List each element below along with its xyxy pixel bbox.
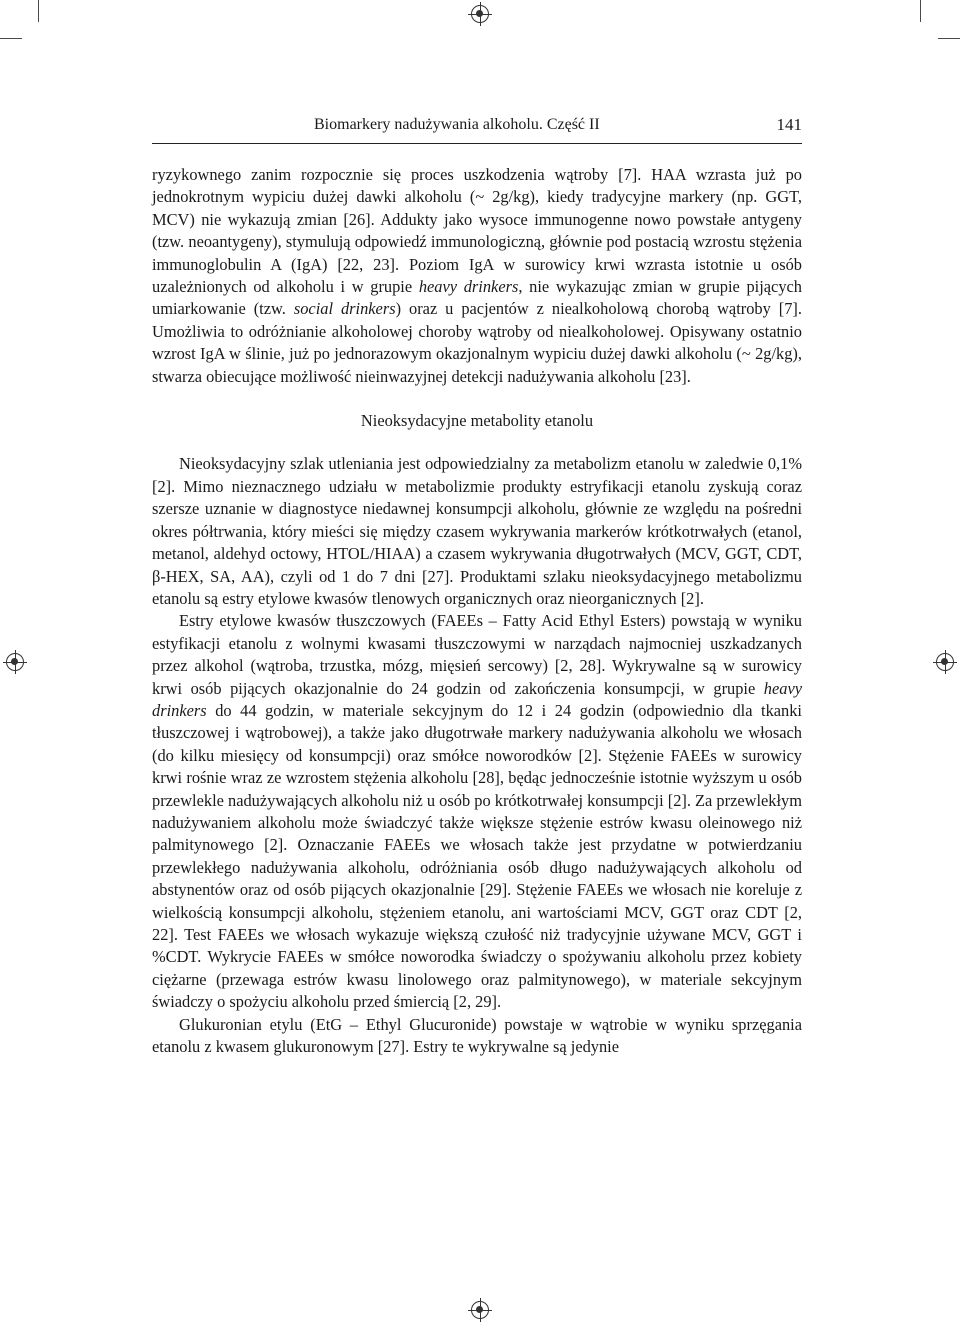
- crop-mark-left-horizontal: [0, 38, 22, 39]
- section-heading: Nieoksydacyjne metabolity etanolu: [360, 411, 594, 431]
- paragraph-continuation: [152, 164, 802, 388]
- registration-mark-left-icon: [6, 653, 24, 671]
- paragraph-faees: [152, 610, 802, 1013]
- running-header: [152, 113, 802, 144]
- crop-mark-right-horizontal: [938, 38, 960, 39]
- page-number: 141: [776, 115, 802, 134]
- crop-mark-right: [920, 0, 921, 22]
- text-run: Estry etylowe kwasów tłuszczowych (FAEEs – Fatty Acid Ethyl Esters) powstają w wyniku estyfikacji etanolu z wolnymi kwasami tłuszczowymi w narządach najmocniej uszkadzanych przez alkohol (wątroba, trzustka, mózg, mięsień sercowy) [2, 28]. Wykrywalne są w surowicy krwi osób pijących okazjonalnie do 24 godzin od zakończenia konsumpcji, w grupie: [152, 611, 802, 698]
- italic-term: social drinkers: [293, 299, 396, 319]
- paragraph-nonoxidative-pathway: [152, 453, 802, 610]
- italic-term: heavy drinkers: [418, 277, 519, 297]
- registration-mark-bottom-icon: [471, 1301, 489, 1319]
- text-run: ryzykownego zanim rozpocznie się proces uszkodzenia wątroby [7]. HAA wzrasta już po jednokrotnym wypiciu dużej dawki alkoholu (~ 2g/kg), kiedy tradycyjne markery (np. GGT, MCV) nie wykazują zmian [26]. Addukty jako wysoce immunogenne nowo powstałe antygeny (tzw. neoantygeny), stymulują odpowiedź immunologiczną, głównie pod postacią wzrostu stężenia immunoglobulin A (IgA) [22, 23]. Poziom IgA w surowicy krwi wzrasta istotnie u osób uzależnionych od alkoholu i w grupie: [152, 165, 802, 297]
- article-body: [152, 164, 802, 1058]
- registration-mark-right-icon: [936, 653, 954, 671]
- text-run: , nie wykazując zmian w grupie pijących umiarkowanie (tzw.: [152, 277, 802, 319]
- text-run: Nieoksydacyjny szlak utleniania jest odpowiedzialny za metabolizm etanolu w zaledwie 0,1% [2]. Mimo nieznacznego udziału w metabolizmie produkty estryfikacji etanolu zyskują coraz szersze uznanie w diagnostyce niedawnej konsumpcji alkoholu, głównie ze względu na pośredni okres półtrwania, który mieści się między czasem wykrywania markerów krótkotrwałych (etanol, metanol, aldehyd octowy, HTOL/​HIAA) a czasem wykrywania długotrwałych (MCV, GGT, CDT, β-HEX, SA, AA), czyli od 1 do 7 dni [27]. Produktami szlaku nieoksydacyjnego metabolizmu etanolu są estry etylowe kwasów tlenowych organicznych oraz nieorganicznych [2].: [152, 454, 802, 608]
- crop-mark-left: [38, 0, 39, 22]
- text-run: do 44 godzin, w materiale sekcyjnym do 12 i 24 godzin (odpowiednio dla tkanki tłuszczowej i wątrobowej), a także jako długotrwałe markery nadużywania alkoholu we włosach (do kilku miesięcy od konsumpcji) oraz smółce noworodków [2]. Stężenie FAEEs w surowicy krwi rośnie wraz ze wzrostem stężenia alkoholu [28], będąc jednocześnie istotnie wyższym u osób przewlekle nadużywających alkoholu niż u osób po krótkotrwałej konsumpcji [2]. Za przewlekłym nadużywaniem alkoholu może świadczyć także większe stężenie estrów kwasu oleinowego niż palmitynowego [2]. Oznaczanie FAEEs we włosach także jest przydatne w potwierdzaniu przewlekłego nadużywania alkoholu, odróżniania osób długo nadużywających alkoholu od abstynentów oraz od osób pijących okazjonalnie [29]. Stężenie FAEEs we włosach nie koreluje z wielkością konsumpcji alkoholu, stężeniem etanolu, ani wartościami MCV, GGT oraz CDT [2, 22]. Test FAEEs we włosach wykazuje większą czułość niż tradycyjnie używane MCV, GGT i %CDT. Wykrycie FAEEs w smółce noworodka świadczy o spożywaniu alkoholu przez kobiety ciężarne (przewaga estrów kwasu linolowego oraz palmitynowego), w materiale sekcyjnym świadczy o spożyciu alkoholu przed śmiercią [2, 29].: [152, 700, 802, 1012]
- running-header-title: Biomarkery nadużywania alkoholu. Część II: [314, 116, 600, 133]
- text-run: ) oraz u pacjentów z niealkoholową chorobą wątroby [7]. Umożliwia to odróżnianie alkoholowej choroby wątroby od niealkoholowej. Opisywany ostatnio wzrost IgA w ślinie, już po jednorazowym okazjonalnym wypiciu dużej dawki alkoholu (~ 2g/kg), stwarza obiecujące możliwość nieinwazyjnej detekcji nadużywania alkoholu [23].: [152, 299, 802, 386]
- text-run: Glukuronian etylu (EtG – Ethyl Glucuronide) powstaje w wątrobie w wyniku sprzęgania etanolu z kwasem glukuronowym [27]. Estry te wykrywalne są jedynie: [152, 1014, 802, 1057]
- paragraph-etg: [152, 1014, 802, 1059]
- registration-mark-top-icon: [471, 5, 489, 23]
- italic-term: heavy drinkers: [152, 678, 802, 720]
